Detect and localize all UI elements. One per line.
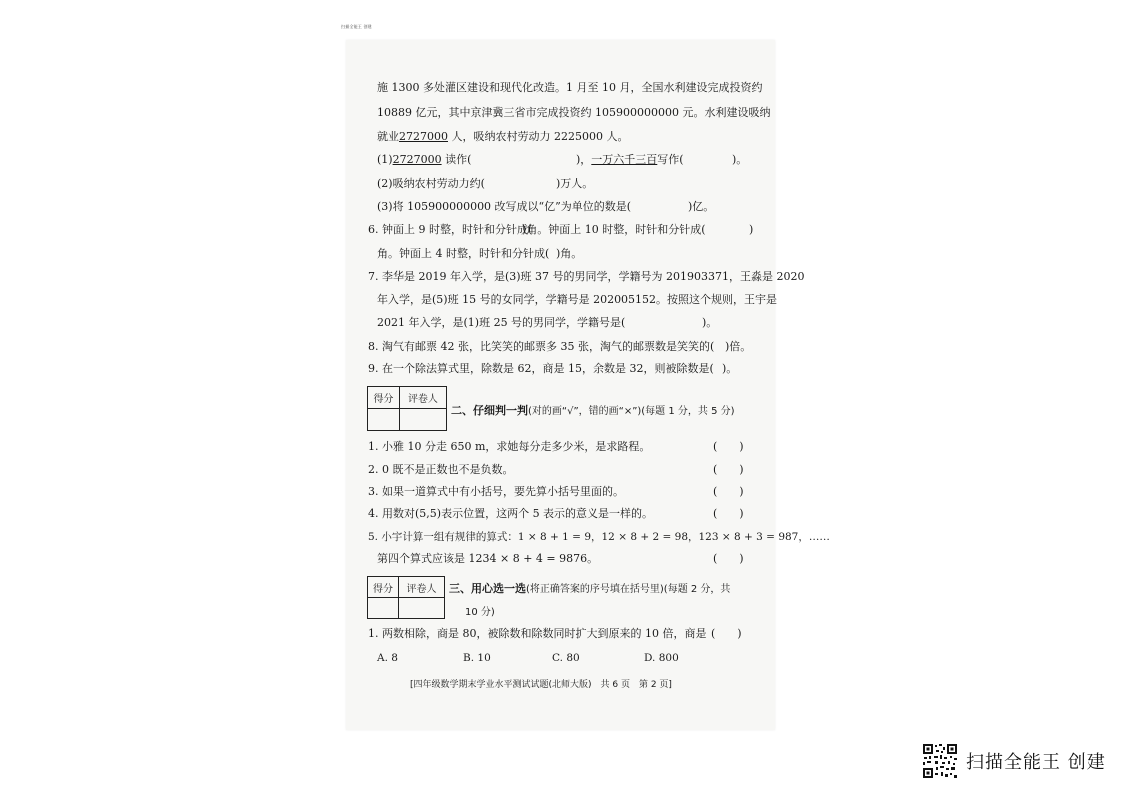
score-cell[interactable]	[368, 409, 400, 431]
section-2-title	[451, 402, 735, 418]
choice-question-1: 1. 两数相除，商是 80，被除数和除数同时扩大到原来的 10 倍，商是	[368, 627, 707, 640]
option-b: B. 10	[463, 652, 491, 664]
paragraph-line-3-pre: 就业	[377, 130, 399, 143]
page-footer: [四年级数学期末学业水平测试试题(北师大版) 共 6 页 第 2 页]	[410, 680, 672, 690]
q6-blank-3[interactable]: )角。	[556, 247, 583, 260]
section-2-instructions: (对的画“√”，错的画“×”)(每题 1 分，共 5 分)	[528, 406, 735, 417]
paragraph-line-1: 施 1300 多处灌区建设和现代化改造。1 月至 10 月，全国水利建设完成投资约	[377, 81, 763, 94]
grader-header: 评卷人	[399, 577, 445, 598]
question-6-line-2: 角。钟面上 4 时整，时针和分针成(	[377, 247, 550, 260]
question-7-line-3: 2021 年入学，是(1)班 25 号的男同学，学籍号是(	[377, 316, 626, 329]
q1-words: 一万六千三百	[591, 153, 658, 166]
question-9: 9. 在一个除法算式里，除数是 62，商是 15，余数是 32，则被除数是(	[368, 362, 714, 375]
grader-cell[interactable]	[399, 409, 446, 431]
judge-item-1: 1. 小雅 10 分走 650 m，求她每分走多少米，是求路程。	[368, 440, 651, 453]
section-3-heading: 三、用心选一选	[449, 582, 526, 595]
q1-answer-blank-2[interactable]: )。	[732, 153, 748, 166]
scan-header-text: 扫描全能王 创建	[341, 24, 372, 29]
q1-read-label: 读作(	[441, 153, 472, 166]
judge-item-5: 5. 小宇计算一组有规律的算式：1 × 8 + 1 = 9，12 × 8 + 2 = 98，123 × 8 + 3 = 987，……	[368, 531, 830, 543]
q1-close: )，	[576, 153, 592, 166]
q8-answer-blank[interactable]: )倍。	[725, 340, 752, 353]
brand-text: 扫描全能王 创建	[966, 752, 1106, 773]
question-6-line-1: 6. 钟面上 9 时整，时针和分针成(	[368, 223, 533, 236]
paragraph-line-3	[377, 130, 628, 144]
score-cell[interactable]	[368, 598, 399, 619]
score-header: 得分	[368, 577, 399, 598]
option-c: C. 80	[552, 652, 580, 664]
q3-answer-blank[interactable]: )亿。	[688, 200, 715, 213]
question-5-2: (2)吸纳农村劳动力约(	[377, 177, 485, 190]
judge-answer-5[interactable]: ( )	[713, 552, 744, 565]
section-3-title	[449, 580, 730, 596]
scanner-watermark	[922, 743, 1106, 779]
choice-answer-1[interactable]: ( )	[711, 627, 742, 640]
judge-item-3: 3. 如果一道算式中有小括号，要先算小括号里面的。	[368, 485, 624, 498]
grader-cell[interactable]	[399, 598, 445, 619]
q1-prefix: (1)	[377, 153, 393, 166]
section-3-instructions-cont: 10 分)	[465, 607, 495, 618]
judge-answer-2[interactable]: ( )	[713, 463, 744, 476]
grader-header: 评卷人	[399, 387, 446, 409]
q1-answer-blank-close	[576, 153, 684, 167]
q1-write-label: 写作(	[657, 153, 684, 166]
question-5-1	[377, 153, 471, 167]
judge-answer-1[interactable]: ( )	[713, 440, 744, 453]
q2-answer-blank[interactable]: )万人。	[556, 177, 594, 190]
question-8: 8. 淘气有邮票 42 张，比笑笑的邮票多 35 张，淘气的邮票数是笑笑的(	[368, 340, 715, 353]
paragraph-line-3-post: 人，吸纳农村劳动力 2225000 人。	[448, 130, 629, 143]
score-header: 得分	[368, 387, 400, 409]
score-table-section-2	[367, 386, 447, 431]
q6-blank-1[interactable]: )角。钟面上 10 时整，时针和分针成(	[522, 223, 706, 236]
judge-item-2: 2. 0 既不是正数也不是负数。	[368, 463, 514, 476]
section-3-instructions: (将正确答案的序号填在括号里)(每题 2 分，共	[526, 584, 731, 595]
question-5-3: (3)将 105900000000 改写成以“亿”为单位的数是(	[377, 200, 632, 213]
judge-item-5-cont: 第四个算式应该是 1234 × 8 + 4 = 9876。	[377, 552, 599, 565]
judge-answer-3[interactable]: ( )	[713, 485, 744, 498]
employment-number: 2727000	[399, 130, 448, 143]
q1-number: 2727000	[392, 153, 442, 166]
q7-answer-blank[interactable]: )。	[702, 316, 718, 329]
option-d: D. 800	[644, 652, 679, 664]
paragraph-line-2: 10889 亿元，其中京津冀三省市完成投资约 105900000000 元。水利建设吸纳	[377, 106, 771, 119]
q6-blank-2[interactable]: )	[749, 223, 754, 236]
q9-answer-blank[interactable]: )。	[722, 362, 738, 375]
judge-item-4: 4. 用数对(5,5)表示位置，这两个 5 表示的意义是一样的。	[368, 507, 654, 520]
section-3-title-cont	[465, 603, 495, 618]
option-a: A. 8	[377, 652, 398, 664]
question-7-line-2: 年入学，是(5)班 15 号的女同学，学籍号是 202005152。按照这个规则，王宇是	[377, 293, 778, 306]
judge-answer-4[interactable]: ( )	[713, 507, 744, 520]
score-table-section-3	[367, 576, 445, 619]
question-7-line-1: 7. 李华是 2019 年入学，是(3)班 37 号的男同学，学籍号为 201903371，王淼是 2020	[368, 270, 805, 283]
section-2-heading: 二、仔细判一判	[451, 404, 528, 417]
qr-code-icon	[922, 743, 958, 779]
